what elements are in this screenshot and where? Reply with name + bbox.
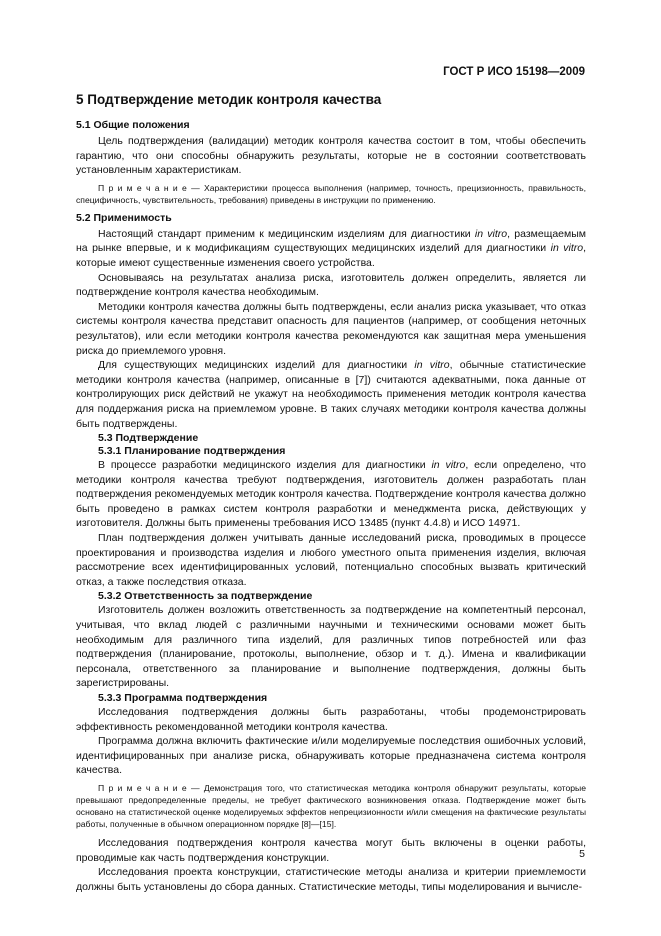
paragraph: Исследования проекта конструкции, статистические методы анализа и критерии приемлемости должны быть установлены до сбора данных. Статистические методы, типы моделирования и вычисле- <box>76 866 586 893</box>
heading-5-3: 5.3 Подтверждение <box>98 432 199 445</box>
page-content <box>76 92 586 894</box>
paragraph: Методики контроля качества должны быть подтверждены, если анализ риска указывает, что отказ системы контроля качества представит опасность для пациентов (например, от сообщения неточных результатов), или если методики контроля качества рекомендуются как защитная мера уменьшения риска до приемлемого уровня. <box>76 300 586 357</box>
paragraph: План подтверждения должен учитывать данные исследований риска, проводимых в процессе проектирования и производства изделия и любого уместного опыта применения изделия, включая рассмотрение всех идентифицированных условий, потенциально способных вызвать критический отказ, а также последствия отказа. <box>76 532 586 588</box>
section-title: 5 Подтверждение методик контроля качества <box>76 92 382 107</box>
document-header: ГОСТ Р ИСО 15198—2009 <box>443 66 585 78</box>
note <box>76 182 586 206</box>
note-label: П р и м е ч а н и е <box>98 182 187 193</box>
paragraph: Настоящий стандарт применим к медицинским изделиям для диагностики in vitro, размещаемым на рынке впервые, и к модификациям существующих медицинских изделий для диагностики in vitro, которые имеют существенные изменения своего устройства. <box>76 227 586 269</box>
paragraph: Цель подтверждения (валидации) методик контроля качества состоит в том, чтобы обеспечить гарантию, что они способны обнаружить результаты, которые не в состоянии соответствовать установленным характеристикам. <box>76 135 586 177</box>
note <box>76 782 586 830</box>
paragraph: Программа должна включить фактические и/или моделируемые последствия ошибочных условий, идентифицированных при анализе риска, обнаруживать которые предназначена система контроля качества. <box>76 735 586 777</box>
paragraph: Исследования подтверждения должны быть разработаны, чтобы продемонстрировать эффективность рекомендованной методики контроля качества. <box>76 706 586 733</box>
heading-5-3-2: 5.3.2 Ответственность за подтверждение <box>98 590 313 603</box>
heading-5-2: 5.2 Применимость <box>76 211 172 224</box>
heading-5-3-3: 5.3.3 Программа подтверждения <box>98 692 268 704</box>
note-text: — Характеристики процесса выполнения (например, точность, прецизионность, правильность, специфичность, чувствительность, требования) приведены в инструкции по применению. <box>76 182 587 205</box>
paragraph: Исследования подтверждения контроля качества могут быть включены в оценки работы, проводимые как часть подтверждения конструкции. <box>76 836 586 864</box>
paragraph: Изготовитель должен возложить ответственность за подтверждение на компетентный персонал, учитывая, что вклад людей с различными научными и техническими основами может быть необходимым для различного типа изделий, для различных типов потребностей или фаз подтверждения (планирование, протоколы, выполнение, обзор и т. д.). Имена и квалификации персонала, ответственного за планирование и выполнение подтверждения, должны быть зарегистрированы. <box>76 604 586 690</box>
page-number: 5 <box>579 848 585 860</box>
paragraph: Для существующих медицинских изделий для диагностики in vitro, обычные статистические методики контроля качества (например, описанные в [7]) считаются адекватными, пока данные от контролирующих риск действий не укажут на необходимость применения методик контроля качества для поддержания риска на приемлемом уровне. В таких случаях методики контроля качества должны быть подтверждены. <box>76 359 586 430</box>
heading-5-1: 5.1 Общие положения <box>76 119 190 131</box>
note-label: П р и м е ч а н и е <box>98 782 187 793</box>
note-text: — Демонстрация того, что статистическая методика контроля обнаружит результаты, которые превышают предопределенные пределы, не требует фактического возникновения отказа. Подтверждение может быть основано на статистической оценке моделируемых эффектов непрецизионности и/или смещения на фактические результаты работы, полученные в обычном операционном порядке [8]—[15]. <box>76 782 587 829</box>
paragraph: В процессе разработки медицинского изделия для диагностики in vitro, если определено, что методики контроля качества требуют подтверждения, изготовитель должен разработать план подтверждения рекомендуемых методик контроля качества. Подтверждение контроля качества должно быть проведено в рамках систем контроля разработки и менеджмента риска, действующих у изготовителя. Должны быть применены требования ИСО 13485 (пункт 4.4.8) и ИСО 14971. <box>76 459 586 530</box>
heading-5-3-1: 5.3.1 Планирование подтверждения <box>98 445 286 458</box>
paragraph: Основываясь на результатах анализа риска, изготовитель должен определить, является ли подтверждение контроля качества необходимым. <box>76 271 586 299</box>
